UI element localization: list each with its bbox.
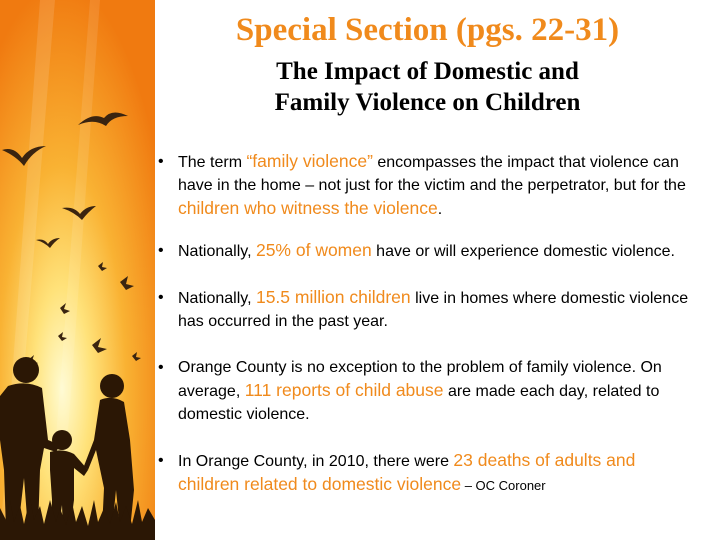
bullet-text: .: [437, 201, 443, 218]
bullet-item: [155, 150, 700, 221]
bullet-text: have or will experience domestic violence.: [371, 243, 675, 260]
bullet-item: [155, 449, 700, 497]
bullet-text: are made each day, related to domestic violence.: [178, 383, 660, 423]
bullet-text: In Orange County, in 2010, there were: [178, 453, 454, 470]
bullet-item: [155, 286, 700, 333]
bullet-highlight: 23 deaths of adults and children related to domestic violence: [178, 450, 636, 494]
bullet-item: [155, 356, 700, 426]
bullet-text: live in homes where domestic violence has occurred in the past year.: [178, 290, 689, 330]
slide-content: [155, 0, 720, 540]
bullet-text: The term: [178, 154, 247, 171]
bullet-highlight: 15.5 million children: [255, 287, 411, 307]
bullet-source: – OC Coroner: [461, 478, 546, 493]
subtitle-line: Family Violence on Children: [274, 89, 581, 116]
slide-subtitle: [155, 56, 700, 118]
bullet-item: [155, 239, 700, 263]
bullet-text: Nationally,: [178, 243, 256, 260]
bullet-highlight: 25% of women: [255, 240, 372, 260]
bullet-text: Nationally,: [178, 290, 256, 307]
bullet-text: Orange County is no exception to the problem of family violence. On average,: [178, 359, 662, 400]
slide-title: Special Section (pgs. 22-31): [235, 12, 620, 48]
bullet-highlight: 111 reports of child abuse: [244, 380, 444, 400]
subtitle-line: The Impact of Domestic and: [276, 58, 579, 85]
bullet-list: [155, 150, 700, 497]
sunset-background: [0, 0, 155, 540]
bullet-highlight: children who witness the violence: [178, 198, 438, 218]
bullet-text: encompasses the impact that violence can have in the home – not just for the victim and the perpetrator, but for the: [178, 154, 686, 194]
side-decoration: [0, 0, 155, 540]
bullet-highlight: “family violence”: [246, 151, 373, 171]
